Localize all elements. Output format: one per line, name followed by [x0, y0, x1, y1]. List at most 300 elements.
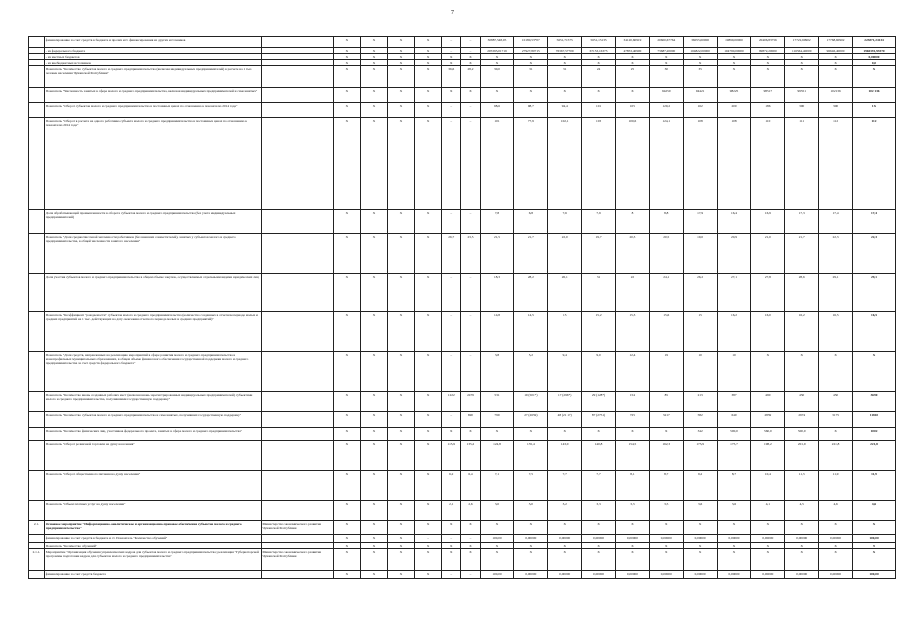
total-cell: 11,9 [853, 471, 896, 501]
row-number [29, 392, 45, 412]
value-cell: 31 [514, 66, 548, 88]
value-cell: X [333, 54, 360, 60]
value-cell: 28,2 [514, 274, 548, 312]
value-cell: X [819, 54, 853, 60]
value-cell: X [333, 549, 360, 571]
value-cell: 2859 [751, 412, 785, 428]
indicator-name: Показатель "Численность занятых в сфере малого и среднего предпринимательства, включая индивидуальных предпринимателей и самозанятых" [44, 88, 261, 103]
value-cell: 7,8 [480, 210, 514, 234]
value-cell: X [333, 60, 360, 66]
table-row [29, 412, 896, 428]
value-cell: 16,9 [751, 210, 785, 234]
value-cell: X [514, 549, 548, 571]
responsible-executor [261, 471, 333, 501]
value-cell: 5,2 [514, 352, 548, 392]
value-cell: 10180,53*07 [514, 37, 548, 48]
total-cell: 100,00 [853, 571, 896, 579]
value-cell: 20,9 [717, 234, 751, 274]
value-cell: 98,6 [480, 103, 514, 118]
value-cell: 100,00 [480, 571, 514, 579]
value-cell: X [333, 312, 360, 352]
value-cell: X [387, 48, 414, 54]
value-cell: X [387, 274, 414, 312]
responsible-executor: Министерство экономического развития Чувашской Республики [261, 549, 333, 571]
value-cell: 450 [819, 392, 853, 412]
value-cell: X [360, 37, 387, 48]
table-row [29, 549, 896, 571]
value-cell: 19,0 [683, 234, 717, 274]
value-cell: X [751, 521, 785, 535]
value-cell: 15 [683, 312, 717, 352]
value-cell: X [548, 54, 582, 60]
value-cell: X [387, 37, 414, 48]
value-cell: X [442, 88, 461, 103]
row-number [29, 352, 45, 392]
value-cell: 7,5 [514, 471, 548, 501]
value-cell: 18,3 [480, 274, 514, 312]
value-cell: 9,4 [548, 352, 582, 392]
value-cell: 342 [683, 428, 717, 441]
table-row [29, 312, 896, 352]
value-cell: 36,6 [442, 66, 461, 88]
value-cell: – [442, 118, 461, 210]
total-cell: 17,4 [853, 210, 896, 234]
value-cell: 213 [683, 392, 717, 412]
value-cell: 4,1 [751, 501, 785, 521]
value-cell: – [442, 274, 461, 312]
value-cell: 21,0 [751, 234, 785, 274]
total-cell: 0,00000 [853, 54, 896, 60]
value-cell: X [333, 103, 360, 118]
value-cell: 19 [649, 352, 683, 392]
value-cell: 5651,15135 [582, 37, 616, 48]
value-cell: X [480, 521, 514, 535]
value-cell: – [442, 37, 461, 48]
value-cell: – [461, 103, 480, 118]
value-cell: X [415, 521, 442, 535]
value-cell: 2,6 [461, 501, 480, 521]
value-cell: 0,00000 [819, 571, 853, 579]
value-cell: 0,00000 [582, 571, 616, 579]
value-cell: 124,8 [480, 441, 514, 471]
value-cell: 85 [649, 392, 683, 412]
value-cell: 10,4 [751, 471, 785, 501]
value-cell: X [360, 549, 387, 571]
row-number: 2.1.1. [29, 549, 45, 571]
value-cell: X [442, 428, 461, 441]
value-cell: X [360, 210, 387, 234]
total-cell: 0,0 [853, 60, 896, 66]
value-cell: – [442, 103, 461, 118]
page-number: 7 [451, 10, 454, 16]
value-cell: X [548, 543, 582, 549]
value-cell: X [461, 428, 480, 441]
value-cell: X [751, 549, 785, 571]
value-cell: 98225 [717, 88, 751, 103]
indicator-name: Основное мероприятие "Информационно-аналитическое и организационно-правовое обеспечение субъектов малого и среднего предпринимательства" [44, 521, 261, 535]
total-cell: 16,5 [853, 312, 896, 352]
table-row [29, 501, 896, 521]
value-cell: X [387, 543, 414, 549]
value-cell: X [387, 312, 414, 352]
value-cell: 3,2 [548, 501, 582, 521]
table-row [29, 88, 896, 103]
value-cell: 22,3 [819, 234, 853, 274]
indicator-name: Показатель "Доля среднесписочной численности работников (без внешних совместителей), занятых у субъектов малого и среднего предпринимательства, в общей численности занятого населения" [44, 234, 261, 274]
value-cell: X [387, 535, 414, 543]
value-cell: X [333, 521, 360, 535]
value-cell: 27,8 [751, 274, 785, 312]
value-cell: X [415, 312, 442, 352]
value-cell: 112 [819, 118, 853, 210]
value-cell: X [360, 234, 387, 274]
total-cell: 29,1 [853, 274, 896, 312]
value-cell: 135,4 [514, 441, 548, 471]
row-number [29, 412, 45, 428]
value-cell: 3217 [649, 412, 683, 428]
indicator-name: финансирование за счет средств бюджета [44, 571, 261, 579]
value-cell: 9,0 [582, 352, 616, 392]
value-cell: X [415, 543, 442, 549]
row-number [29, 501, 45, 521]
value-cell: X [649, 549, 683, 571]
value-cell: X [415, 234, 442, 274]
value-cell: X [683, 54, 717, 60]
value-cell: X [717, 521, 751, 535]
row-number [29, 274, 45, 312]
responsible-executor [261, 428, 333, 441]
value-cell: 20600,67764 [649, 37, 683, 48]
value-cell: 2,1 [442, 501, 461, 521]
value-cell: – [461, 48, 480, 54]
value-cell: 103 [582, 118, 616, 210]
value-cell: X [387, 428, 414, 441]
value-cell: X [785, 549, 819, 571]
value-cell: 9,2 [683, 471, 717, 501]
value-cell: 3,3 [582, 501, 616, 521]
row-number [29, 428, 45, 441]
value-cell: 108 [717, 118, 751, 210]
value-cell: X [582, 54, 616, 60]
value-cell: X [785, 352, 819, 392]
responsible-executor [261, 66, 333, 88]
total-cell: 22,3 [853, 234, 896, 274]
value-cell: X [387, 118, 414, 210]
value-cell: X [415, 571, 442, 579]
table-row [29, 37, 896, 48]
value-cell: 8,7 [649, 471, 683, 501]
value-cell: 24 [582, 66, 616, 88]
value-cell: 7,6 [548, 210, 582, 234]
value-cell: 3,0 [514, 501, 548, 521]
row-number [29, 471, 45, 501]
value-cell: X [582, 88, 616, 103]
value-cell: 154,5 [615, 441, 649, 471]
table-row [29, 274, 896, 312]
value-cell: X [582, 60, 616, 66]
value-cell: X [360, 571, 387, 579]
value-cell: 110 [751, 118, 785, 210]
value-cell: X [333, 118, 360, 210]
value-cell: 0,00000 [582, 535, 616, 543]
value-cell: 8,8 [649, 210, 683, 234]
value-cell: X [333, 412, 360, 428]
total-cell: 221,8 [853, 441, 896, 471]
indicator-name: Показатель "Оборот общественного питания на душу населения" [44, 471, 261, 501]
value-cell: 0,00000 [514, 535, 548, 543]
value-cell: 6,2 [442, 471, 461, 501]
value-cell: 15 [548, 312, 582, 352]
responsible-executor [261, 88, 333, 103]
value-cell: X [461, 60, 480, 66]
value-cell: 16,4 [717, 210, 751, 234]
total-cell: 223871,24134 [853, 37, 896, 48]
value-cell: 14,8 [480, 312, 514, 352]
value-cell: X [360, 54, 387, 60]
value-cell: X [615, 521, 649, 535]
value-cell: X [785, 60, 819, 66]
value-cell: 98,7 [514, 103, 548, 118]
value-cell: X [819, 549, 853, 571]
table-row [29, 441, 896, 471]
total-cell: X [853, 549, 896, 571]
row-number [29, 103, 45, 118]
indicator-name: - из местных бюджетов [44, 54, 261, 60]
value-cell: X [415, 48, 442, 54]
indicator-name: Показатель "Объем платных услуг на душу населения" [44, 501, 261, 521]
value-cell: 27,1 [717, 274, 751, 312]
value-cell: 124,1 [649, 118, 683, 210]
value-cell: X [415, 501, 442, 521]
value-cell: 22 [615, 274, 649, 312]
value-cell: X [415, 88, 442, 103]
value-cell: 20406,83756 [751, 37, 785, 48]
value-cell: 0,00000 [683, 571, 717, 579]
value-cell: 8,1 [615, 471, 649, 501]
value-cell: X [582, 549, 616, 571]
value-cell: 31 [582, 274, 616, 312]
value-cell: X [442, 543, 461, 549]
value-cell: X [683, 521, 717, 535]
value-cell: X [333, 234, 360, 274]
value-cell: 19899,00000 [717, 37, 751, 48]
value-cell: X [819, 352, 853, 392]
value-cell: X [683, 543, 717, 549]
table-row [29, 234, 896, 274]
indicator-name: Доля участия субъектов малого и среднего предпринимательства в общем объеме закупок, осуществляемых отдельными видами юридических лиц [44, 274, 261, 312]
value-cell: 221,8 [819, 441, 853, 471]
value-cell: 2974 [785, 412, 819, 428]
total-cell: 3690 [853, 392, 896, 412]
value-cell: 102136 [819, 88, 853, 103]
value-cell: 120,2 [649, 103, 683, 118]
indicator-name: финансирование за счет средств в бюджете и прочих ист. финансирования из других источников [44, 37, 261, 48]
value-cell: X [514, 54, 548, 60]
total-cell: 11810 [853, 412, 896, 428]
value-cell: X [387, 441, 414, 471]
row-number [29, 571, 45, 579]
indicator-name: Показатель "Количество обучений" [44, 543, 261, 549]
value-cell: X [819, 66, 853, 88]
value-cell: 17 (296*) [548, 392, 582, 412]
table-row [29, 103, 896, 118]
value-cell: 8 [615, 210, 649, 234]
value-cell: 0,00000 [819, 535, 853, 543]
value-cell: X [548, 60, 582, 66]
value-cell: 6,8 [514, 210, 548, 234]
value-cell: 300 [785, 103, 819, 118]
value-cell: 0,00000 [548, 535, 582, 543]
row-number [29, 66, 45, 88]
value-cell: X [615, 428, 649, 441]
value-cell: 12,4 [615, 352, 649, 392]
value-cell: 7,1 [480, 471, 514, 501]
row-number [29, 210, 45, 234]
value-cell: 98517 [751, 88, 785, 103]
value-cell: – [461, 274, 480, 312]
value-cell: 30887,548,05 [480, 37, 514, 48]
value-cell: 300 [819, 103, 853, 118]
responsible-executor [261, 352, 333, 392]
value-cell: X [333, 66, 360, 88]
row-number: 2.1. [29, 521, 45, 535]
value-cell: X [717, 60, 751, 66]
value-cell: X [360, 66, 387, 88]
indicator-name: Показатель "Оборот розничной торговли на душу населения" [44, 441, 261, 471]
value-cell: X [461, 543, 480, 549]
value-cell: 26,1 [548, 274, 582, 312]
value-cell: X [615, 549, 649, 571]
value-cell: X [415, 37, 442, 48]
value-cell: 4,5 [785, 501, 819, 521]
value-cell: 28,6 [785, 274, 819, 312]
table-row [29, 471, 896, 501]
value-cell: X [442, 549, 461, 571]
row-number [29, 441, 45, 471]
value-cell: 0,00000 [514, 571, 548, 579]
table-row [29, 571, 896, 579]
value-cell: 140,8 [582, 441, 616, 471]
value-cell: X [582, 428, 616, 441]
value-cell: X [514, 521, 548, 535]
value-cell: X [360, 274, 387, 312]
value-cell: 0,00000 [615, 535, 649, 543]
value-cell: X [360, 412, 387, 428]
value-cell: X [480, 54, 514, 60]
value-cell: 23,5 [461, 234, 480, 274]
value-cell: X [333, 535, 360, 543]
value-cell: 640 [717, 412, 751, 428]
value-cell: X [514, 543, 548, 549]
value-cell: X [461, 88, 480, 103]
responsible-executor [261, 412, 333, 428]
value-cell: 100,6 [615, 118, 649, 210]
value-cell: 108 [683, 118, 717, 210]
value-cell: X [461, 54, 480, 60]
value-cell: X [333, 428, 360, 441]
value-cell: – [442, 48, 461, 54]
value-cell: 154 [615, 392, 649, 412]
value-cell: 115,9 [442, 441, 461, 471]
value-cell: X [415, 549, 442, 571]
value-cell: 201,9 [785, 441, 819, 471]
value-cell: 67153,16373 [582, 48, 616, 54]
value-cell: X [819, 428, 853, 441]
value-cell: 17722,60902 [785, 37, 819, 48]
value-cell: X [360, 118, 387, 210]
value-cell: 21,5 [480, 234, 514, 274]
value-cell: X [415, 118, 442, 210]
value-cell: 15,6 [649, 312, 683, 352]
value-cell: X [387, 66, 414, 88]
value-cell: X [360, 441, 387, 471]
value-cell: X [751, 543, 785, 549]
indicator-name: Показатель "Коэффициент "рождаемости" субъектов малого и среднего предпринимательства (количество созданных в отчетном периоде малых и средних предприятий на 1 тыс. действующих на дату окончания отчетного периода малых и средних предприятий)" [44, 312, 261, 352]
value-cell: 25 [615, 66, 649, 88]
value-cell: 143,0 [548, 441, 582, 471]
value-cell: – [442, 412, 461, 428]
value-cell: 73687,20000 [649, 48, 683, 54]
value-cell: 94421 [683, 88, 717, 103]
value-cell: X [333, 37, 360, 48]
total-cell: X [853, 352, 896, 392]
value-cell: X [751, 66, 785, 88]
value-cell: 99872,20000 [751, 48, 785, 54]
value-cell: X [387, 234, 414, 274]
value-cell: 77,9 [514, 118, 548, 210]
table-row [29, 535, 896, 543]
value-cell: X [360, 543, 387, 549]
value-cell: 76367,57709 [548, 48, 582, 54]
value-cell: X [649, 543, 683, 549]
table-row [29, 352, 896, 392]
program-indicators-table [28, 36, 896, 579]
value-cell: 31 [548, 66, 582, 88]
value-cell: 21,7 [785, 234, 819, 274]
value-cell: – [461, 352, 480, 392]
value-cell: 116564,40000 [785, 48, 819, 54]
value-cell: X [333, 571, 360, 579]
value-cell: 87 (2751) [582, 412, 616, 428]
value-cell: 27927,80715 [514, 48, 548, 54]
table-row [29, 428, 896, 441]
value-cell: 104822,00000 [683, 48, 717, 54]
value-cell: 0,00000 [649, 535, 683, 543]
value-cell: X [461, 521, 480, 535]
total-cell: X [853, 521, 896, 535]
value-cell: 799 [480, 412, 514, 428]
value-cell: 3,5 [649, 501, 683, 521]
value-cell: X [819, 60, 853, 66]
value-cell: 100,00 [480, 535, 514, 543]
value-cell: 0,00000 [751, 571, 785, 579]
value-cell: X [785, 521, 819, 535]
value-cell: X [717, 66, 751, 88]
value-cell: 27 (2659) [514, 412, 548, 428]
value-cell: – [461, 118, 480, 210]
value-cell: X [785, 543, 819, 549]
value-cell: X [442, 60, 461, 66]
value-cell: 582 [683, 412, 717, 428]
indicator-name: Доля обрабатывающей промышленности в обороте субъектов малого и среднего предпринимательства (без учета индивидуальных предпринимателей) [44, 210, 261, 234]
responsible-executor [261, 37, 333, 48]
responsible-executor [261, 274, 333, 312]
value-cell: X [415, 412, 442, 428]
value-cell: X [360, 88, 387, 103]
value-cell: – [442, 571, 461, 579]
value-cell: X [360, 312, 387, 352]
value-cell: X [415, 352, 442, 392]
